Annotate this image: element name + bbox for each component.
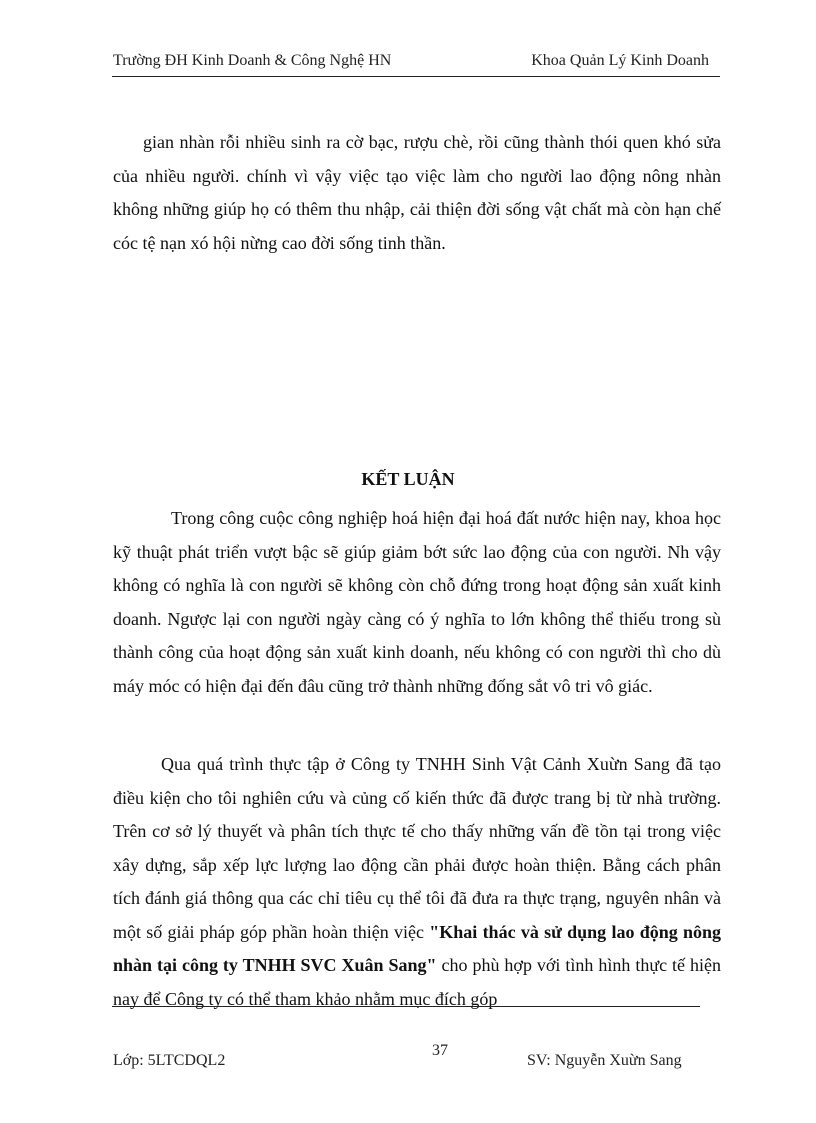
footer-student: SV: Nguyễn Xuừn Sang (527, 1052, 682, 1069)
body-paragraph-3 (113, 748, 721, 1016)
footer-rule (112, 1006, 700, 1007)
header-school-name: Trường ĐH Kinh Doanh & Công Nghệ HN (113, 52, 392, 69)
paragraph-3-text (113, 748, 721, 1016)
paragraph-3-end: cho phù hợp với tình hình thực tế hiện nay để Công ty có thể tham khảo nhằm mục đích góp (113, 955, 721, 1009)
paragraph-3-bold-title: "Khai thác và sử dụng lao động nông nhàn tại công ty TNHH SVC Xuân Sang" (113, 921, 722, 975)
page-number: 37 (432, 1042, 448, 1059)
body-paragraph-2 (113, 502, 721, 703)
header-faculty-name: Khoa Quản Lý Kinh Doanh (531, 52, 709, 69)
footer-class: Lớp: 5LTCDQL2 (113, 1052, 226, 1069)
header-rule (112, 76, 720, 77)
paragraph-1-text: gian nhàn rỗi nhiều sinh ra cờ bạc, rượu chè, rồi cũng thành thói quen khó sửa của nhiều người. chính vì vậy việc tạo việc làm cho người lao động nông nhàn không những giúp họ có thêm thu nhập, cải thiện đời sống vật chất mà còn hạn chế cóc tệ nạn xó hội nừng cao đời sống tinh thần. (113, 132, 721, 253)
paragraph-2-text: Trong công cuộc công nghiệp hoá hiện đại hoá đất nước hiện nay, khoa học kỹ thuật phát triển vượt bậc sẽ giúp giảm bớt sức lao động của con người. Nh vậy không có nghĩa là con người sẽ không còn chỗ đứng trong hoạt động sản xuất kinh doanh. Ngược lại con người ngày càng có ý nghĩa to lớn không thể thiếu trong sù thành công của hoạt động sản xuất kinh doanh, nếu không có con người thì cho dù máy móc có hiện đại đến đâu cũng trở thành những đống sắt vô tri vô giác. (113, 508, 721, 696)
section-title: KẾT LUẬN (361, 469, 455, 489)
paragraph-3-start: Qua quá trình thực tập ở Công ty TNHH Sinh Vật Cảnh Xuừn Sang đã tạo điều kiện cho tôi nghiên cứu và củng cố kiến thức đã được trang bị từ nhà trường. Trên cơ sở lý thuyết và phân tích thực tế cho thấy những vấn đề tồn tại trong việc xây dựng, sắp xếp lực lượng lao động cần phải được hoàn thiện. Bằng cách phân tích đánh giá thông qua các chỉ tiêu cụ thể tôi đã đưa ra thực trạng, nguyên nhân và một số giải pháp góp phần hoàn thiện việc (113, 754, 721, 942)
body-paragraph-1 (113, 126, 721, 260)
